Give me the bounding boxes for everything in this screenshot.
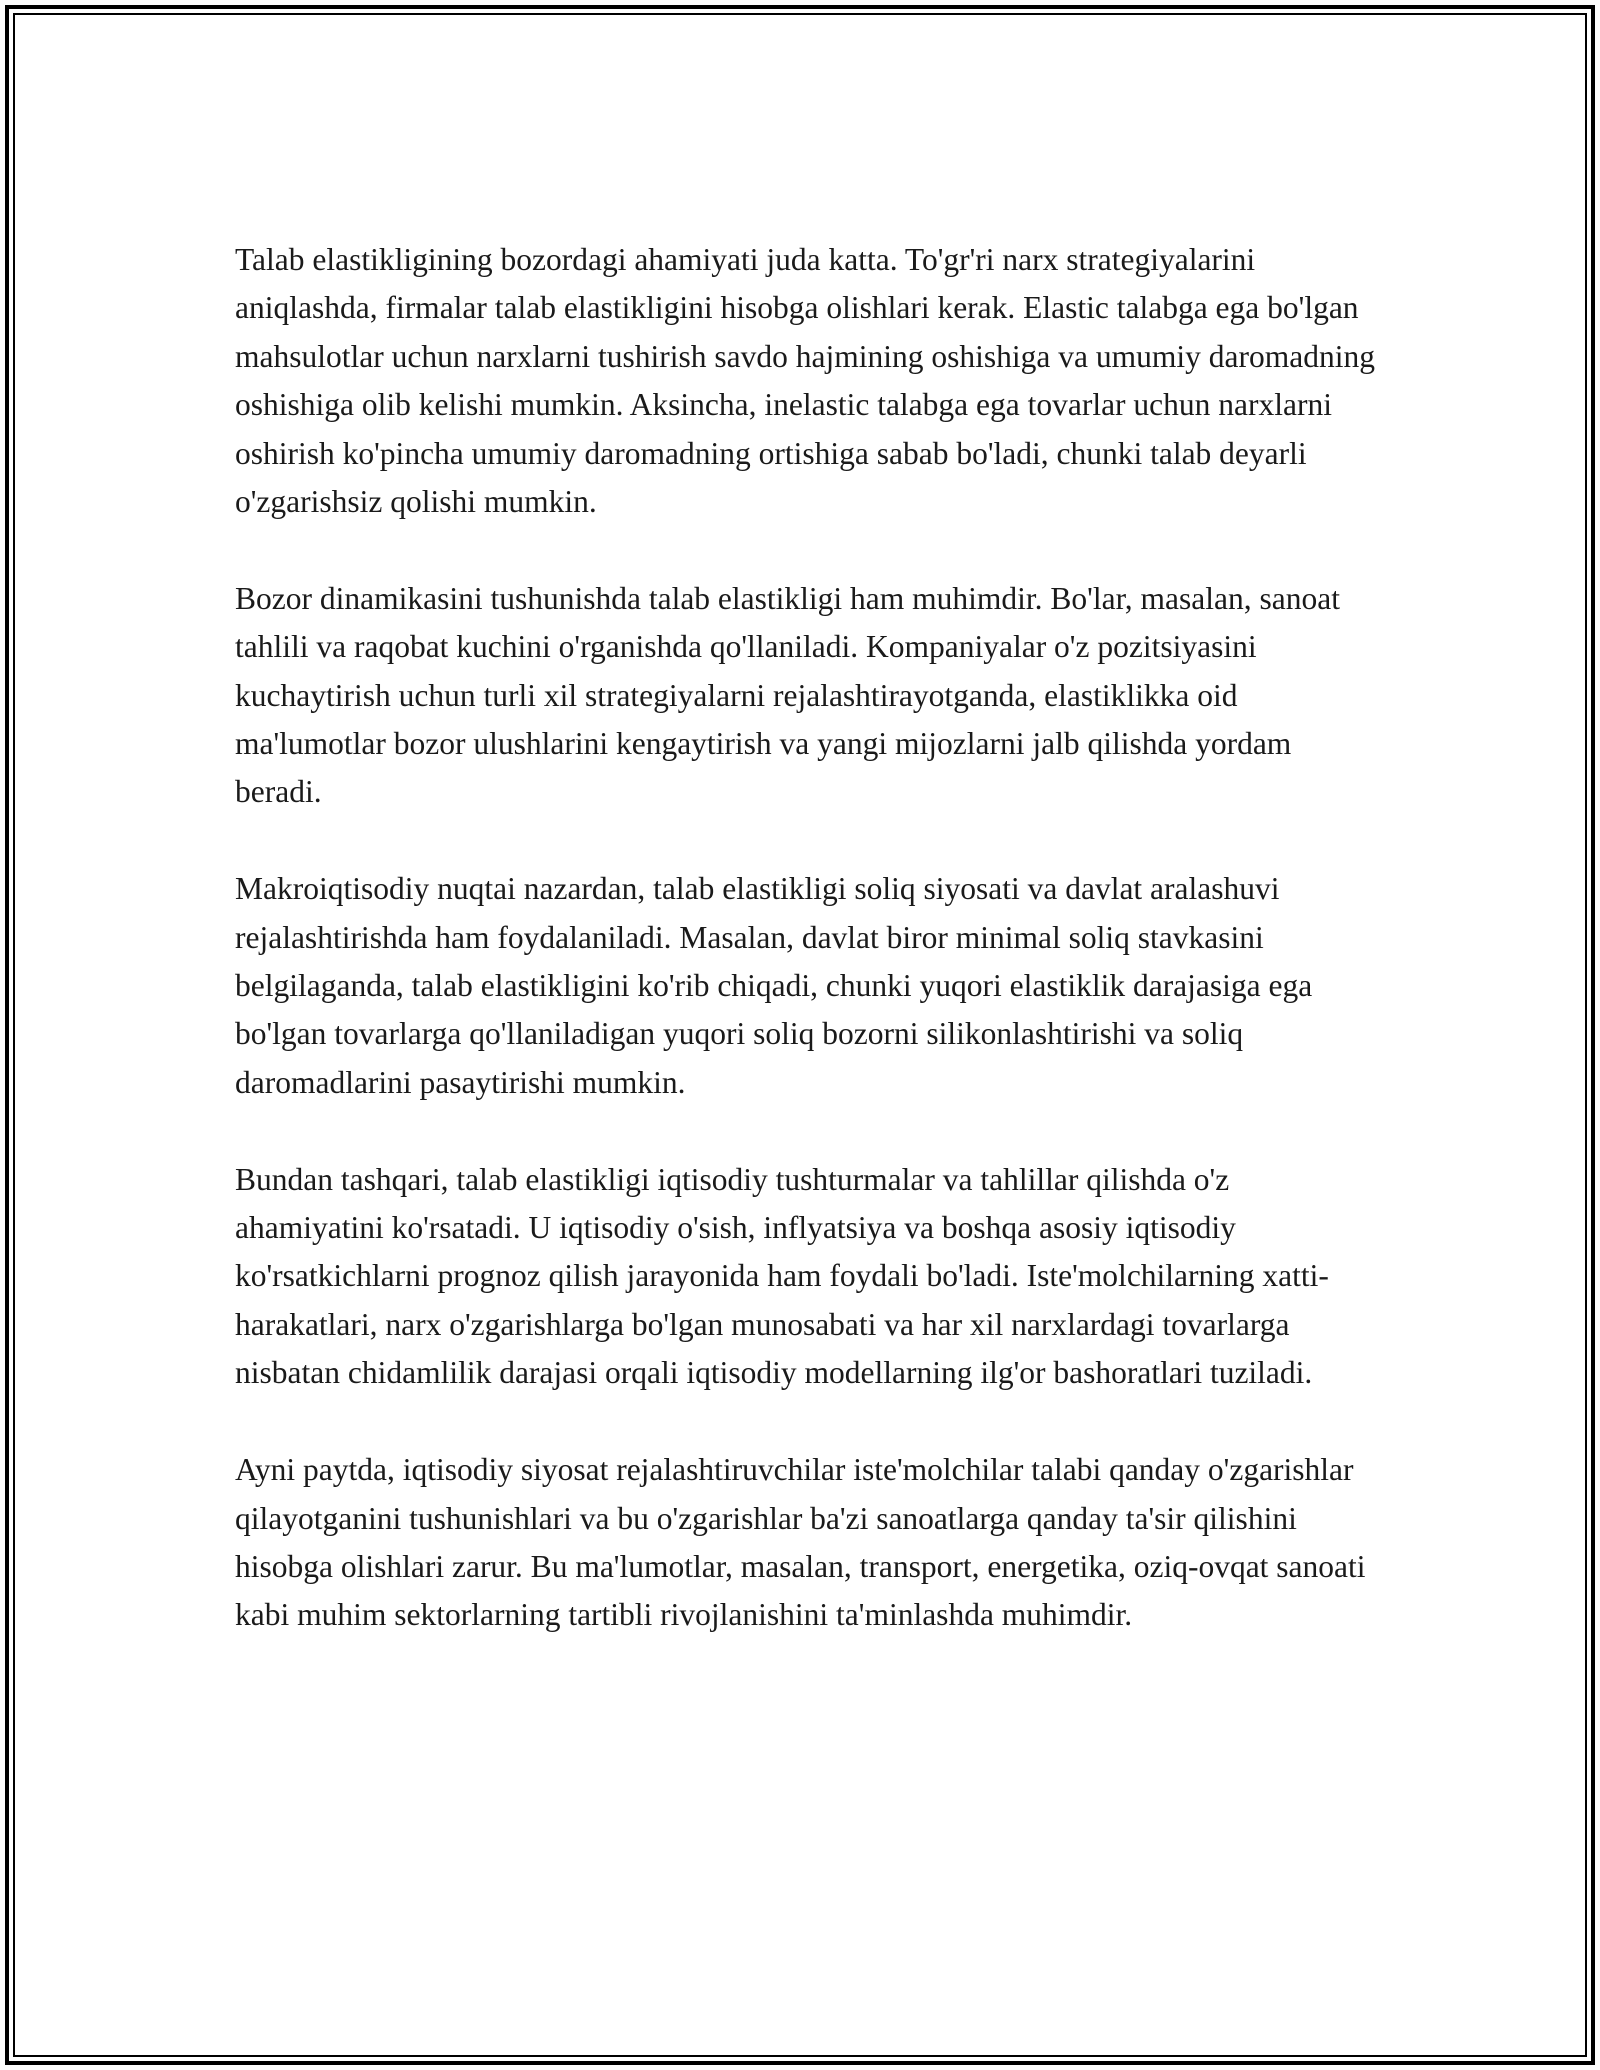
paragraph-4: Bundan tashqari, talab elastikligi iqtisodiy tushturmalar va tahlillar qilishda o'z ahamiyatini ko'rsatadi. U iqtisodiy o'sish, inflyatsiya va boshqa asosiy iqtisodiy ko'rsatkichlarni prognoz qilish jarayonida ham foydali bo'ladi. Iste'molchilarning xatti-harakatlari, narx o'zgarishlarga bo'lgan munosabati va har xil narxlardagi tovarlarga nisbatan chidamlilik darajasi orqali iqtisodiy modellarning ilg'or bashoratlari tuziladi.	[235, 1161, 1329, 1391]
paragraph-3: Makroiqtisodiy nuqtai nazardan, talab elastikligi soliq siyosati va davlat aralashuvi rejalashtirishda ham foydalaniladi. Masalan, davlat biror minimal soliq stavkasini belgilaganda, talab elastikligini ko'rib chiqadi, chunki yuqori elastiklik darajasiga ega bo'lgan tovarlarga qo'llaniladigan yuqori soliq bozorni silikonlashtirishi va soliq daromadlarini pasaytirishi mumkin.	[235, 871, 1313, 1100]
paragraph-1: Talab elastikligining bozordagi ahamiyati juda katta. To'gr'ri narx strategiyalarini aniqlashda, firmalar talab elastikligini hisobga olishlari kerak. Elastic talabga ega bo'lgan mahsulotlar uchun narxlarni tushirish savdo hajmining oshishiga va umumiy daromadning oshishiga olib kelishi mumkin. Aksincha, inelastic talabga ega tovarlar uchun narxlarni oshirish ko'pincha umumiy daromadning ortishiga sabab bo'ladi, chunki talab deyarli o'zgarishsiz qolishi mumkin.	[235, 242, 1375, 520]
paragraph-5: Ayni paytda, iqtisodiy siyosat rejalashtiruvchilar iste'molchilar talabi qanday o'zgarishlar qilayotganini tushunishlari va bu o'zgarishlar ba'zi sanoatlarga qanday ta'sir qilishini hisobga olishlari zarur. Bu ma'lumotlar, masalan, transport, energetika, oziq-ovqat sanoati kabi muhim sektorlarning tartibli rivojlanishini ta'minlashda muhimdir.	[235, 1452, 1366, 1633]
paragraph-2: Bozor dinamikasini tushunishda talab elastikligi ham muhimdir. Bo'lar, masalan, sanoat tahlili va raqobat kuchini o'rganishda qo'llaniladi. Kompaniyalar o'z pozitsiyasini kuchaytirish uchun turli xil strategiyalarni rejalashtirayotganda, elastiklikka oid ma'lumotlar bozor ulushlarini kengaytirish va yangi mijozlarni jalb qilishda yordam beradi.	[235, 580, 1340, 810]
document-body	[235, 236, 1385, 1640]
